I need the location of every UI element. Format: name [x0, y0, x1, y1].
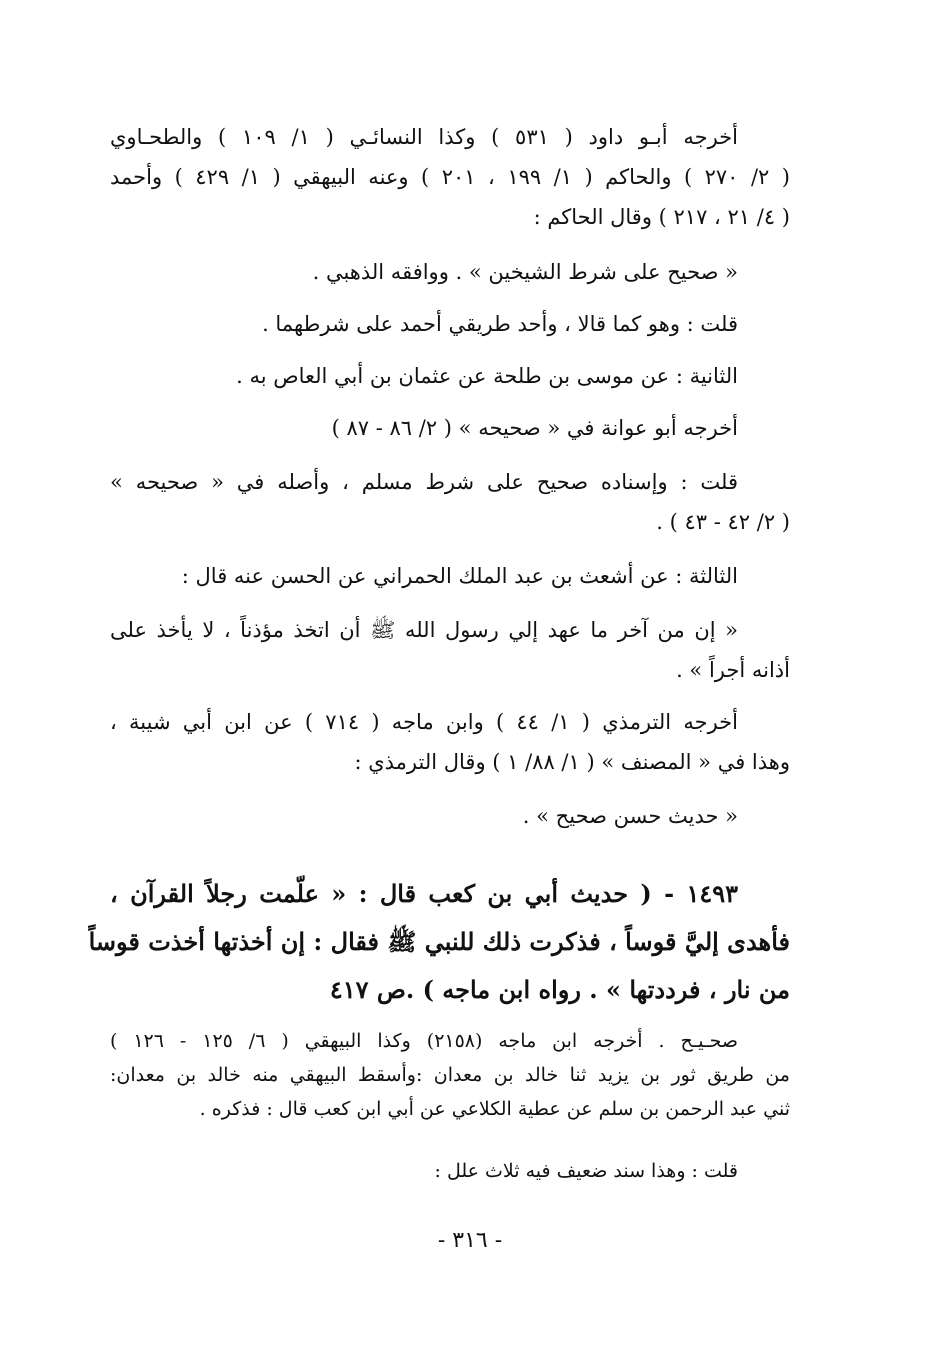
chain-third: الثالثة : عن أشعث بن عبد الملك الحمراني عن الحسن عنه قال : [181, 564, 738, 588]
comment-line: قلت : وهذا سند ضعيف فيه ثلاث علل : [434, 1160, 738, 1182]
takhrij-paragraph-1 [110, 117, 790, 237]
text-line: فأهدى إليَّ قوساً ، فذكرت ذلك للنبي ﷺ فقال : إن أخذتها أخذت قوساً [88, 927, 790, 956]
text-line: أخرجه أبـو داود ( ٥٣١ ) وكذا النسائـي ( ١/ ١٠٩ ) والطحـاوي [110, 125, 738, 149]
tirmidhi-paragraph [110, 702, 790, 782]
text-line: ( ٤/ ٢١ ، ٢١٧ ) وقال الحاكم : [533, 205, 790, 229]
quote-line: « صحيح على شرط الشيخين » . ووافقه الذهبي . [312, 260, 738, 284]
abu-awana-line: أخرجه أبو عوانة في « صحيحه » ( ٢/ ٨٦ - ٨٧ ) [331, 416, 738, 440]
text-line: « إن من آخر ما عهد إلي رسول الله ﷺ أن اتخذ مؤذناً ، لا يأخذ على [110, 618, 738, 642]
text-line: من نار ، فرددتها » . رواه ابن ماجه ) .ص ٤١٧ [329, 975, 790, 1004]
text-line: ثني عبد الرحمن بن سلم عن عطية الكلاعي عن أبي ابن كعب قال : فذكره . [199, 1098, 790, 1120]
comment-paragraph-2 [110, 462, 790, 542]
text-line: صحـيـح . أخرجه ابن ماجه (٢١٥٨) وكذا البيهقي ( ٦/ ١٢٥ - ١٢٦ ) [110, 1030, 739, 1052]
page-number: - ٣١٦ - [437, 1228, 503, 1253]
text-line: من طريق ثور بن يزيد ثنا خالد بن معدان :وأسقط البيهقي منه خالد بن معدان: [110, 1064, 790, 1086]
text-line: قلت : وإسناده صحيح على شرط مسلم ، وأصله في « صحيحه » [110, 470, 738, 494]
text-line: وهذا في « المصنف » ( ١/ ٨٨/ ١ ) وقال الترمذي : [354, 750, 790, 774]
text-line: ١٤٩٣ - ( حديث أبي بن كعب قال : « علّمت رجلاً القرآن ، [110, 879, 738, 908]
comment-line: قلت : وهو كما قالا ، وأحد طريقي أحمد على شرطهما . [262, 312, 738, 336]
tirmidhi-verdict: « حديث حسن صحيح » . [522, 804, 738, 828]
chain-second: الثانية : عن موسى بن طلحة عن عثمان بن أبي العاص به . [236, 364, 738, 388]
text-line: ( ٢/ ٢٧٠ ) والحاكم ( ١/ ١٩٩ ، ٢٠١ ) وعنه البيهقي ( ١/ ٤٢٩ ) وأحمد [110, 165, 790, 189]
text-line: أذانه أجراً » . [676, 658, 790, 682]
text-line: ( ٢/ ٤٢ - ٤٣ ) . [656, 510, 790, 534]
takhrij-1493 [110, 1024, 790, 1126]
hadith-quote [110, 610, 790, 690]
text-line: أخرجه الترمذي ( ١/ ٤٤ ) وابن ماجه ( ٧١٤ ) عن ابن أبي شيبة ، [110, 710, 738, 734]
hadith-1493 [88, 870, 790, 1014]
